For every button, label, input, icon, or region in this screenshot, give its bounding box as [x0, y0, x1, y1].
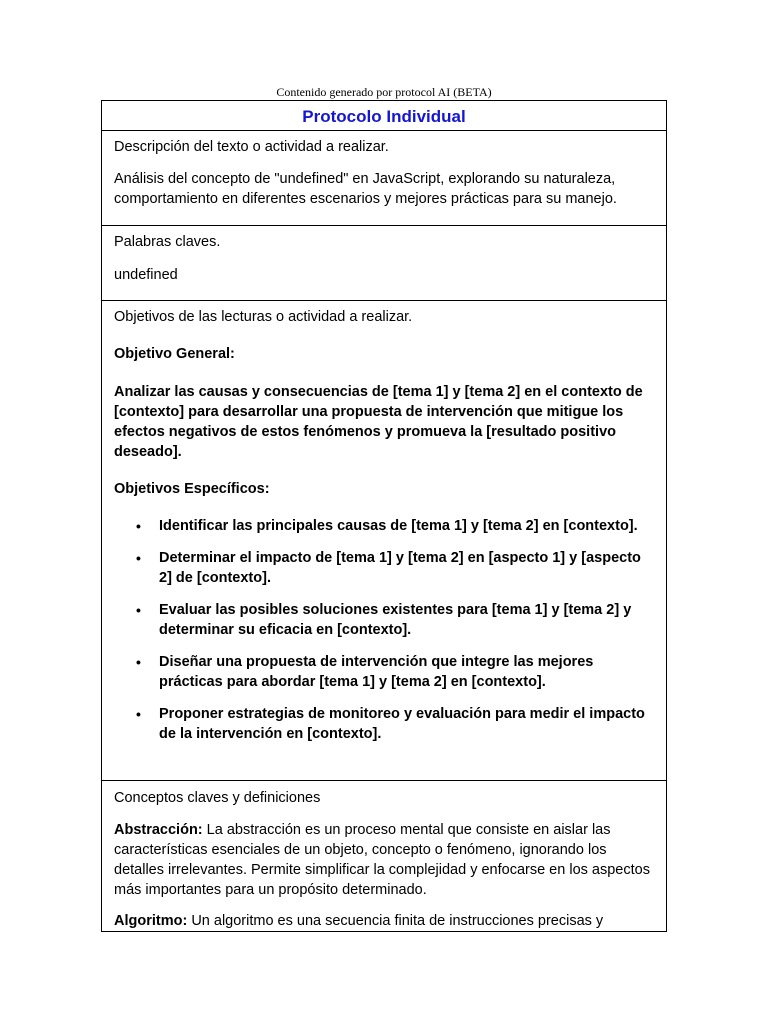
protocol-table	[101, 100, 667, 932]
concepts-label: Conceptos claves y definiciones	[114, 790, 321, 806]
list-item-text: Proponer estrategias de monitoreo y evaluación para medir el impacto de la intervención en [contexto].	[159, 706, 645, 742]
description-label: Descripción del texto o actividad a realizar.	[114, 139, 389, 155]
list-item	[114, 600, 654, 640]
objectives-cell	[102, 301, 666, 781]
ai-generated-note: Contenido generado por protocol AI (BETA)	[276, 85, 492, 99]
list-item-text: Identificar las principales causas de [tema 1] y [tema 2] en [contexto].	[159, 518, 638, 534]
general-objective-label: Objetivo General:	[114, 346, 235, 362]
concept-term: Abstracción:	[114, 822, 203, 838]
list-item	[114, 652, 654, 692]
description-cell	[102, 131, 666, 226]
concept-definition	[114, 911, 654, 931]
list-item-text: Evaluar las posibles soluciones existentes para [tema 1] y [tema 2] y determinar su eficacia en [contexto].	[159, 602, 632, 638]
bullet-icon: •	[136, 654, 141, 670]
concept-text: Un algoritmo es una secuencia finita de instrucciones precisas y	[187, 913, 604, 929]
bullet-icon: •	[136, 550, 141, 566]
bullet-icon: •	[136, 518, 141, 534]
specific-objectives-label: Objetivos Específicos:	[114, 481, 270, 497]
list-item	[114, 548, 654, 588]
list-item-text: Diseñar una propuesta de intervención que integre las mejores prácticas para abordar [tema 1] y [tema 2] en [contexto].	[159, 654, 594, 690]
concept-text: La abstracción es un proceso mental que consiste en aislar las características esenciales de un objeto, concepto o fenómeno, ignorando los detalles irrelevantes. Permite simplificar la complejidad y enfocarse en los aspectos más importantes para un propósito determinado.	[114, 822, 650, 898]
list-item-text: Determinar el impacto de [tema 1] y [tema 2] en [aspecto 1] y [aspecto 2] de [contexto].	[159, 550, 641, 586]
bullet-icon: •	[136, 602, 141, 618]
keywords-label: Palabras claves.	[114, 234, 221, 250]
keywords-cell	[102, 226, 666, 301]
concept-definition	[114, 820, 654, 900]
bullet-icon: •	[136, 706, 141, 722]
general-objective-text: Analizar las causas y consecuencias de [tema 1] y [tema 2] en el contexto de [contexto] para desarrollar una propuesta de intervención que mitigue los efectos negativos de estos fenómenos y promueva la [resultado positivo deseado].	[114, 384, 643, 460]
protocol-title: Protocolo Individual	[102, 101, 666, 131]
concepts-cell	[102, 781, 666, 932]
keywords-value: undefined	[114, 267, 178, 283]
list-item	[114, 516, 654, 536]
list-item	[114, 704, 654, 744]
specific-objectives-list	[114, 516, 654, 744]
concept-term: Algoritmo:	[114, 913, 188, 929]
objectives-label: Objetivos de las lecturas o actividad a realizar.	[114, 309, 413, 325]
description-text: Análisis del concepto de "undefined" en JavaScript, explorando su naturaleza, comportamiento en diferentes escenarios y mejores prácticas para su manejo.	[114, 171, 617, 207]
